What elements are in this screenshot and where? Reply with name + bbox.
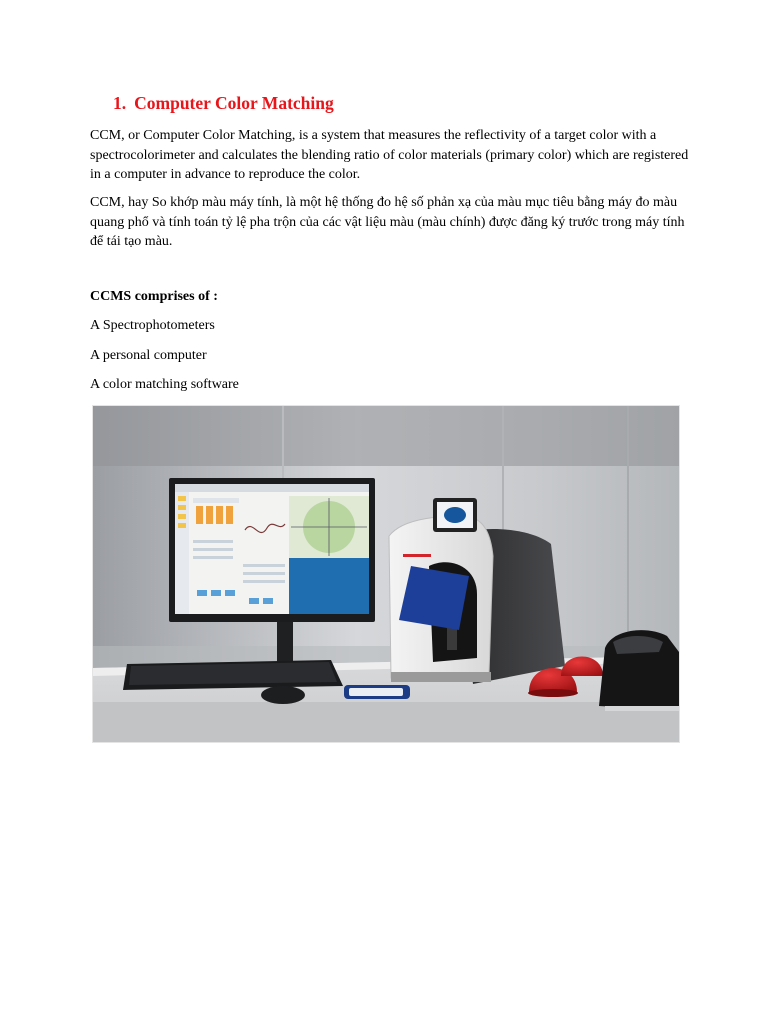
component-item-spectrophotometer: A Spectrophotometers [90,318,215,333]
paragraph-vietnamese: CCM, hay So khớp màu máy tính, là một hệ thống đo hệ số phản xạ của màu mục tiêu bằng máy đo màu quang phổ và tính toán tỷ lệ pha trộn của các vật liệu màu (màu chính) được đăng ký trước trong máy tính để tái tạo màu. [90,195,685,249]
section-number: 1. [113,93,127,113]
ccm-system-photo [92,405,680,743]
section-heading [113,93,334,114]
components-heading: CCMS comprises of : [90,289,218,304]
section-title: Computer Color Matching [134,93,334,113]
phone [344,685,410,699]
handheld-device [599,630,679,711]
component-item-software: A color matching software [90,377,239,392]
mouse [261,686,305,704]
component-item-computer: A personal computer [90,348,207,363]
paragraph-english: CCM, or Computer Color Matching, is a system that measures the reflectivity of a target color with a spectrocolorimeter and calculates the blending ratio of color materials (primary color) which are registered in a computer in advance to reproduce the color. [90,128,689,182]
keyboard [123,660,343,690]
